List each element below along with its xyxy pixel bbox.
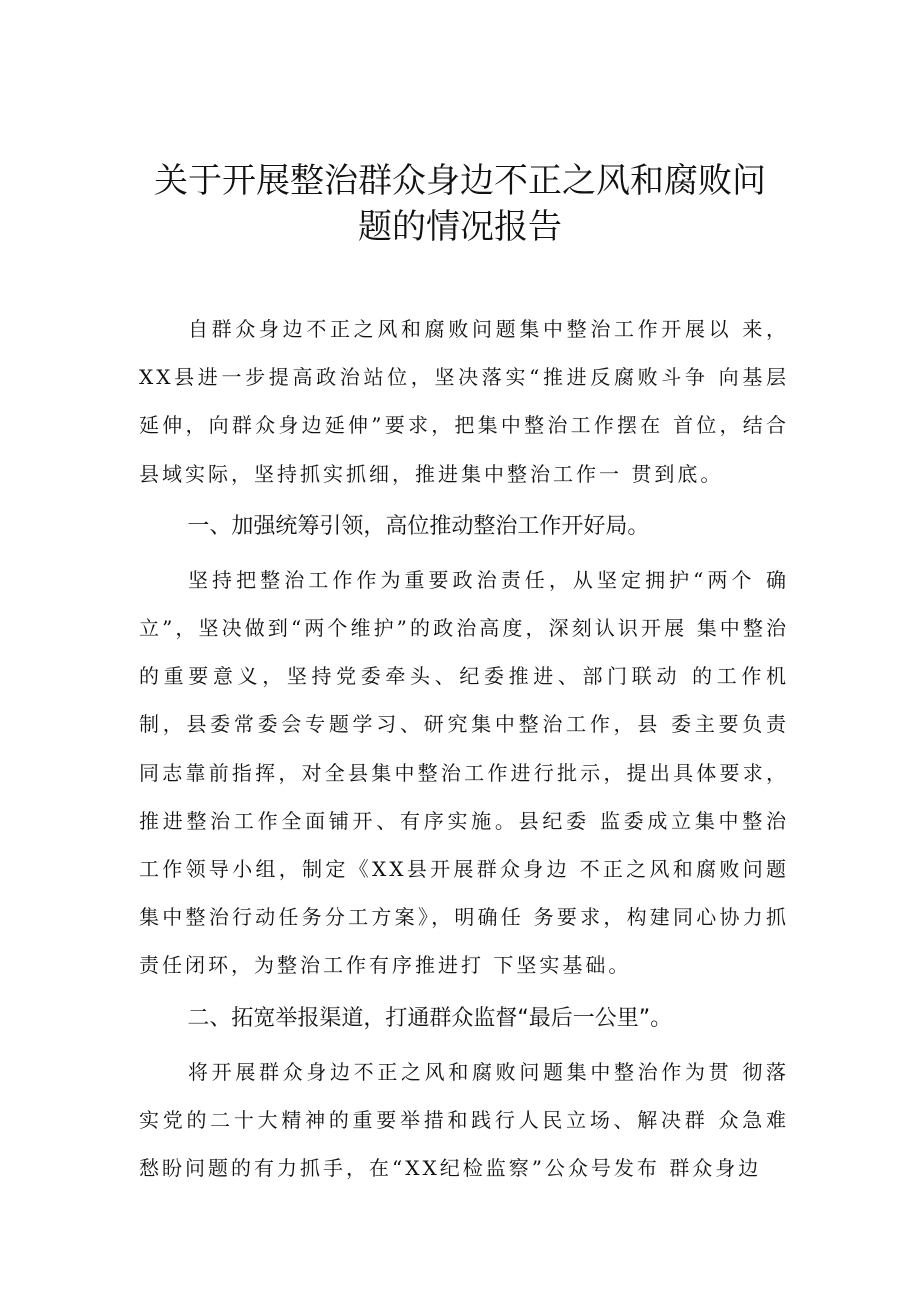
- section-2-paragraph: 将开展群众身边不正之风和腐败问题集中整治作为贯 彻落实党的二十大精神的重要举措和践行人民立场、解决群 众急难愁盼问题的有力抓手，在“XX纪检监察”公众号发布 群众身边: [139, 1059, 789, 1181]
- document-body: [139, 305, 789, 1192]
- section-1-heading: 一、加强统筹引领，高位推动整治工作开好局。: [187, 513, 650, 539]
- intro-paragraph: 自群众身边不正之风和腐败问题集中整治工作开展以 来，XX县进一步提高政治站位，坚决落实“推进反腐败斗争 向基层延伸，向群众身边延伸”要求，把集中整治工作摆在 首位，结合县域实际，坚持抓实抓细，推进集中整治工作一 贯到底。: [139, 317, 789, 486]
- title-line-1: 关于开展整治群众身边不正之风和腐败问: [154, 161, 766, 201]
- section-2-heading: 二、拓宽举报渠道，打通群众监督“最后一公里”。: [187, 1005, 673, 1031]
- section-1-paragraph: 坚持把整治工作作为重要政治责任，从坚定拥护“两个 确立”，坚决做到“两个维护”的政治高度，深刻认识开展 集中整治的重要意义，坚持党委牵头、纪委推进、部门联动 的工作机制，县委常委会专题学习、研究集中整治工作，县 委主要负责同志靠前指挥，对全县集中整治工作进行批示，提出具体要求，推进整治工作全面铺开、有序实施。县纪委 监委成立集中整治工作领导小组，制定《XX县开展群众身边 不正之风和腐败问题集中整治行动任务分工方案》，明确任 务要求，构建同心协力抓责任闭环，为整治工作有序推进打 下坚实基础。: [139, 567, 789, 978]
- title-line-2: 题的情况报告: [358, 207, 562, 247]
- document-title: [120, 158, 800, 250]
